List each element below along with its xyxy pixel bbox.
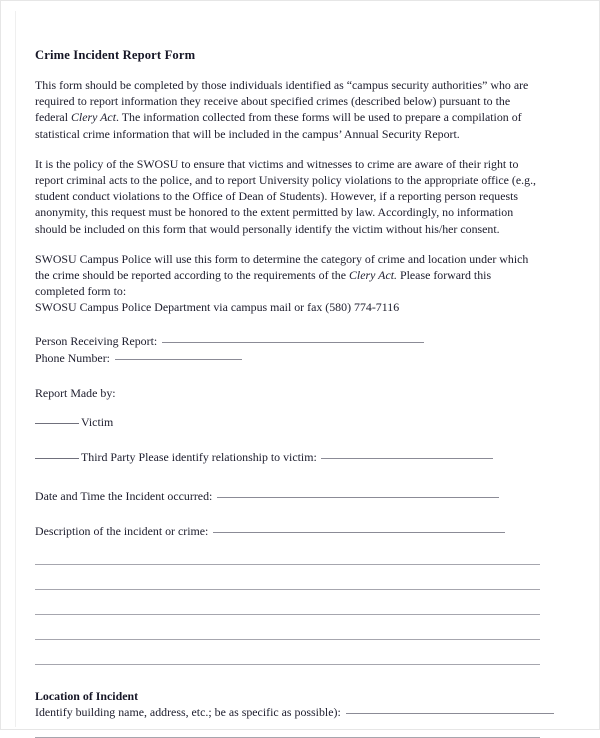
spacer-before-victim-option xyxy=(35,402,540,414)
blank-write-line[interactable] xyxy=(35,614,540,615)
paragraph-submission-part-1: SWOSU Campus Police will use this form to determine the category of crime and location under which the crime should be reported according to the requirements of the xyxy=(35,251,529,283)
spacer-after-receiving-info xyxy=(35,368,540,385)
paragraph-intro-part-1: This form should be completed by those individuals identified as “campus security authorities” who are required to report information they receive about specified crimes (described below) pursuant to the federal xyxy=(35,78,529,125)
blank-write-line[interactable] xyxy=(35,564,540,565)
paragraph-policy xyxy=(35,156,540,237)
person-receiving-report-label: Person Receiving Report: xyxy=(35,333,158,348)
paragraph-policy-text: It is the policy of the SWOSU to ensure that victims and witnesses to crime are aware of their right to report criminal acts to the police, and to report University policy violations to the appropriate office (e.g., student conduct violations to the Office of Dean of Students). However, if a reporting person requests anonymity, this request must be honored to the extent permitted by law. Accordingly, no information should be included on this form that would personally identify the victim without his/her consent. xyxy=(35,156,537,236)
blank-write-line[interactable] xyxy=(35,589,540,590)
description-input-rule[interactable] xyxy=(213,532,505,533)
description-label: Description of the incident or crime: xyxy=(35,523,209,538)
date-and-time-input-rule[interactable] xyxy=(217,497,499,498)
location-instruction-label: Identify building name, address, etc.; be as specific as possible): xyxy=(35,705,341,720)
field-date-and-time[interactable] xyxy=(35,488,540,506)
paragraph-mailing-address xyxy=(35,299,540,315)
field-person-receiving-report[interactable] xyxy=(35,333,540,351)
report-made-by-label: Report Made by: xyxy=(35,385,116,400)
field-description[interactable] xyxy=(35,523,540,541)
paragraph-intro xyxy=(35,77,540,142)
spacer-before-description-field xyxy=(35,506,540,523)
clery-act-italic-1: Clery Act xyxy=(70,110,117,125)
option-third-party[interactable] xyxy=(35,449,540,467)
blank-write-line[interactable] xyxy=(35,664,540,665)
paragraph-submission xyxy=(35,251,540,300)
description-blank-lines xyxy=(35,564,540,665)
blank-write-line[interactable] xyxy=(35,639,540,640)
phone-number-input-rule[interactable] xyxy=(115,359,242,360)
clery-act-italic-2: Clery Act. xyxy=(349,268,397,283)
victim-option-label: Victim xyxy=(81,415,114,430)
field-location-instruction[interactable] xyxy=(35,704,540,720)
location-input-rule[interactable] xyxy=(346,713,554,714)
option-victim[interactable] xyxy=(35,414,540,432)
person-receiving-report-input-rule[interactable] xyxy=(162,342,424,343)
location-of-incident-heading: Location of Incident xyxy=(35,689,139,704)
receiving-info-block xyxy=(35,333,540,368)
date-and-time-label: Date and Time the Incident occurred: xyxy=(35,489,213,504)
paragraph-intro-part-2: . The information collected from these forms will be used to prepare a compilation of statistical crime information that will be included in the campus’ Annual Security Report. xyxy=(35,110,522,141)
phone-number-label: Phone Number: xyxy=(35,351,110,366)
page-title: Crime Incident Report Form xyxy=(35,48,196,62)
victim-checkbox-rule[interactable] xyxy=(35,423,79,424)
spacer-before-third-party-option xyxy=(35,432,540,449)
paragraph-submission-part-2: Please forward this completed form to: xyxy=(35,268,492,299)
spacer-before-date-field xyxy=(35,466,540,488)
page-sheet xyxy=(15,11,588,727)
document-content xyxy=(35,48,540,738)
third-party-checkbox-rule[interactable] xyxy=(35,458,79,459)
field-phone-number[interactable] xyxy=(35,350,540,368)
third-party-relationship-input-rule[interactable] xyxy=(321,458,493,459)
paragraph-mailing-text: SWOSU Campus Police Department via campus mail or fax (580) 774-7116 xyxy=(35,300,400,315)
third-party-option-label: Third Party Please identify relationship to victim: xyxy=(81,449,317,464)
